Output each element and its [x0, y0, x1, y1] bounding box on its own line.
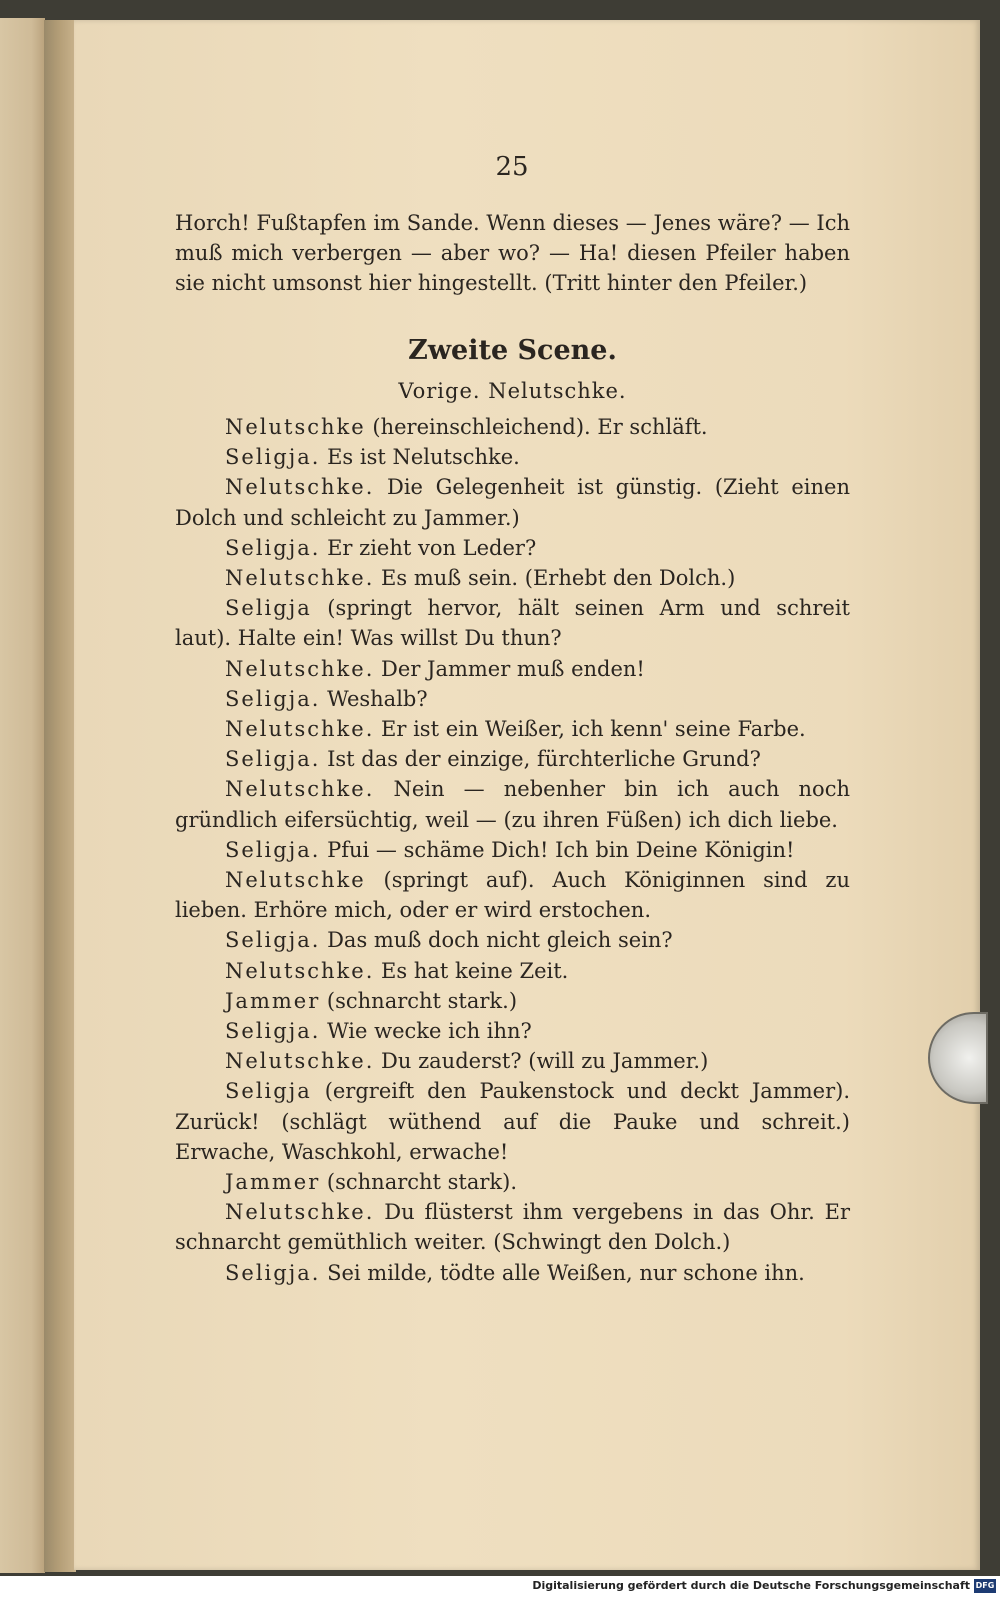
- dialogue-line: [175, 774, 850, 834]
- line-text: Sei milde, tödte alle Weißen, nur schone ihn.: [320, 1260, 805, 1285]
- speaker-name: Seligja.: [225, 686, 321, 711]
- line-text: Es muß sein. (Erhebt den Dolch.): [374, 566, 736, 591]
- speaker-name: Seligja.: [225, 837, 321, 862]
- speaker-name: Nelutschke.: [225, 777, 375, 802]
- intro-paragraph: Horch! Fußtapfen im Sande. Wenn dieses — Jenes wäre? — Ich muß mich verbergen — aber wo? — Ha! diesen Pfeiler haben sie nicht umsonst hier hingestellt. (Tritt hinter den Pfeiler.): [175, 211, 850, 295]
- dialogue-line: [175, 1258, 850, 1288]
- line-text: Er ist ein Weißer, ich kenn' seine Farbe.: [374, 717, 806, 742]
- line-text: Das muß doch nicht gleich sein?: [320, 928, 673, 953]
- line-text: Es hat keine Zeit.: [374, 958, 569, 983]
- line-text: (springt hervor, hält seinen Arm und schreit laut). Halte ein! Was willst Du thun?: [175, 596, 850, 651]
- dialogue-line: [175, 563, 850, 593]
- dialogue-line: [175, 865, 850, 925]
- speaker-name: Nelutschke.: [225, 1200, 375, 1225]
- line-text: Du flüsterst ihm vergebens in das Ohr. Er schnarcht gemüthlich weiter. (Schwingt den Dolch.): [175, 1200, 850, 1255]
- speaker-name: Seligja.: [225, 1260, 321, 1285]
- dialogue-line: [175, 472, 850, 532]
- previous-page-edge: [0, 18, 45, 1573]
- line-text: Ist das der einzige, fürchterliche Grund?: [320, 747, 761, 772]
- scene-title: Zweite Scene.: [408, 335, 617, 366]
- speaker-name: Nelutschke.: [225, 717, 375, 742]
- speaker-name: Seligja: [225, 1079, 312, 1104]
- dfg-logo-icon: DFG: [974, 1579, 996, 1593]
- digitization-footer: [0, 1576, 1000, 1599]
- speaker-name: Seligja.: [225, 747, 321, 772]
- line-text: Wie wecke ich ihn?: [320, 1019, 532, 1044]
- line-text: Der Jammer muß enden!: [374, 656, 645, 681]
- line-text: Weshalb?: [320, 686, 428, 711]
- dialogue-line: [175, 1167, 850, 1197]
- speaker-name: Seligja.: [225, 445, 321, 470]
- speaker-name: Nelutschke.: [225, 958, 375, 983]
- line-text: Pfui — schäme Dich! Ich bin Deine Königin!: [320, 837, 795, 862]
- dialogue-line: [175, 684, 850, 714]
- speaker-name: Nelutschke.: [225, 656, 375, 681]
- dialogue-line: [175, 956, 850, 986]
- dialogue-line: [175, 593, 850, 653]
- speaker-name: Nelutschke: [225, 868, 366, 893]
- line-text: Nein — nebenher bin ich auch noch gründlich eifersüchtig, weil — (zu ihren Füßen) ich dich liebe.: [175, 777, 850, 832]
- book-binding: [44, 20, 76, 1572]
- line-text: (ergreift den Paukenstock und deckt Jammer). Zurück! (schlägt wüthend auf die Pauke und schreit.) Erwache, Waschkohl, erwache!: [175, 1079, 850, 1164]
- dialogue-line: [175, 744, 850, 774]
- line-text: (hereinschleichend). Er schläft.: [365, 415, 708, 439]
- dialogue-list: [175, 412, 850, 1288]
- line-text: (springt auf). Auch Königinnen sind zu lieben. Erhöre mich, oder er wird erstochen.: [175, 868, 850, 923]
- dialogue-line: [175, 835, 850, 865]
- dialogue-line: [175, 654, 850, 684]
- line-text: (schnarcht stark).: [320, 1170, 518, 1195]
- dialogue-line: [175, 925, 850, 955]
- line-text: (schnarcht stark.): [320, 988, 518, 1013]
- dialogue-line: [175, 412, 850, 442]
- dialogue-line: [175, 714, 850, 744]
- dialogue-line: [175, 442, 850, 472]
- speaker-name: Nelutschke: [225, 415, 366, 439]
- line-text: Es ist Nelutschke.: [320, 445, 520, 470]
- speaker-name: Seligja.: [225, 535, 321, 560]
- speaker-name: Seligja.: [225, 928, 321, 953]
- dialogue-line: [175, 1197, 850, 1257]
- dialogue-line: [175, 986, 850, 1016]
- dialogue-line: [175, 1016, 850, 1046]
- speaker-name: Nelutschke.: [225, 1049, 375, 1074]
- page-number: 25: [495, 152, 529, 182]
- funding-credit: Digitalisierung gefördert durch die Deutsche Forschungsgemeinschaft: [532, 1579, 970, 1592]
- speaker-name: Jammer: [225, 1170, 321, 1195]
- speaker-name: Jammer: [225, 988, 321, 1013]
- speaker-name: Nelutschke.: [225, 566, 375, 591]
- speaker-name: Nelutschke.: [225, 475, 375, 500]
- scene-subtitle: Vorige. Nelutschke.: [398, 379, 627, 403]
- line-text: Er zieht von Leder?: [320, 535, 537, 560]
- dialogue-line: [175, 1076, 850, 1167]
- line-text: Du zauderst? (will zu Jammer.): [374, 1049, 709, 1074]
- speaker-name: Seligja: [225, 596, 312, 621]
- dialogue-line: [175, 1046, 850, 1076]
- speaker-name: Seligja.: [225, 1019, 321, 1044]
- page-text: [175, 208, 850, 1288]
- line-text: Die Gelegenheit ist günstig. (Zieht einen Dolch und schleicht zu Jammer.): [175, 475, 850, 530]
- dialogue-line: [175, 533, 850, 563]
